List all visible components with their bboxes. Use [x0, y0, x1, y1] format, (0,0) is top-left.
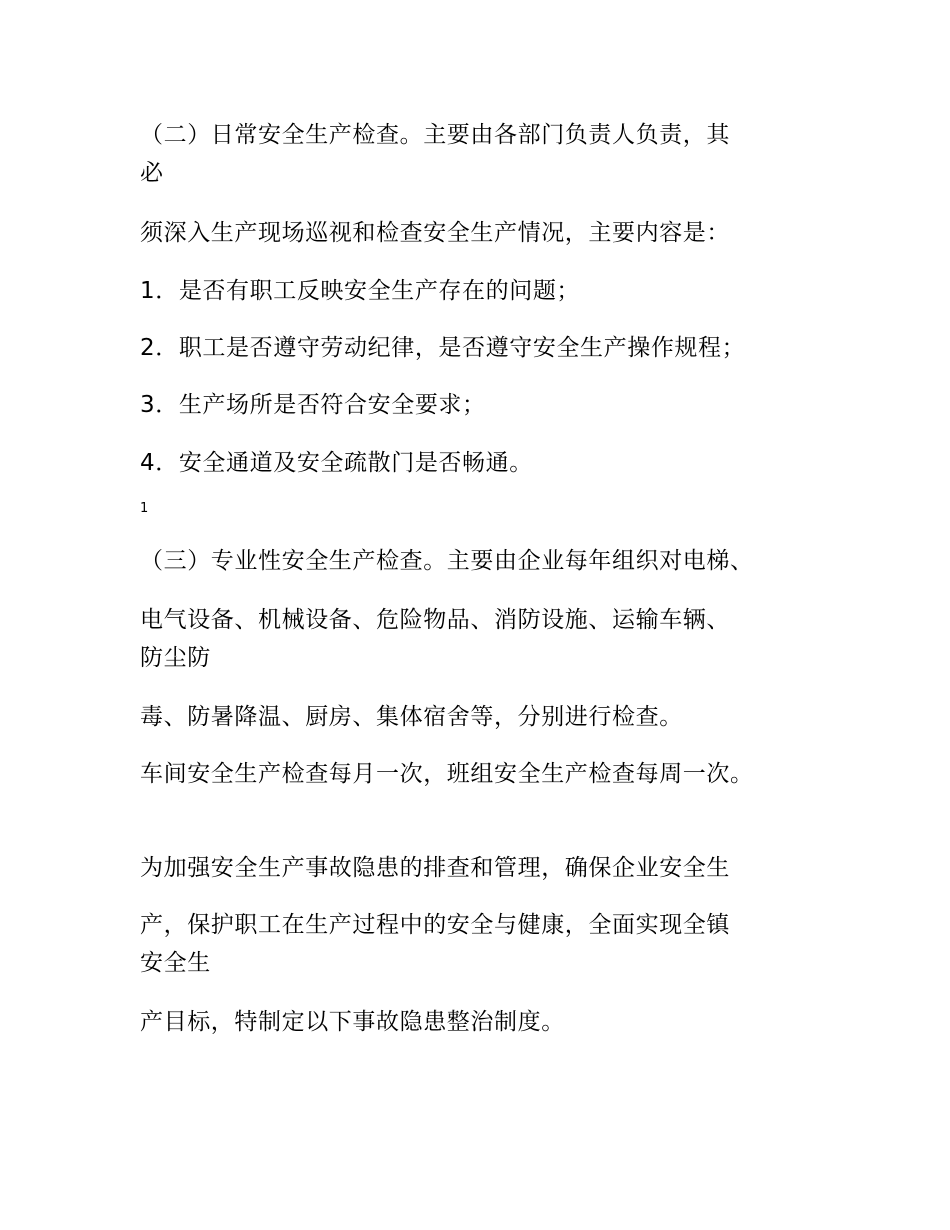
text-line: 产目标，特制定以下事故隐患整治制度。	[140, 1009, 565, 1035]
list-item: 4．安全通道及安全疏散门是否畅通。	[140, 450, 533, 476]
text-line: 毒、防暑降温、厨房、集体宿舍等，分别进行检查。	[140, 704, 683, 730]
text-line: 须深入生产现场巡视和检查安全生产情况，主要内容是：	[140, 220, 730, 246]
text-line: （二）日常安全生产检查。主要由各部门负责人负责，其	[140, 122, 730, 148]
text-line: 安全生	[140, 950, 211, 976]
text-line: 电气设备、机械设备、危险物品、消防设施、运输车辆、	[140, 607, 730, 633]
text-line: 必	[140, 160, 164, 186]
text-line: 产，保护职工在生产过程中的安全与健康，全面实现全镇	[140, 912, 730, 938]
text-line: （三）专业性安全生产检查。主要由企业每年组织对电梯、	[140, 548, 754, 574]
list-item: 3．生产场所是否符合安全要求；	[140, 392, 486, 418]
text-line: 防尘防	[140, 645, 211, 671]
text-line: 车间安全生产检查每月一次，班组安全生产检查每周一次。	[140, 761, 754, 787]
list-item: 2．职工是否遵守劳动纪律，是否遵守安全生产操作规程；	[140, 335, 746, 361]
text-line: 为加强安全生产事故隐患的排查和管理，确保企业安全生	[140, 855, 730, 881]
footnote-marker: 1	[140, 501, 149, 516]
list-item: 1．是否有职工反映安全生产存在的问题；	[140, 278, 581, 304]
